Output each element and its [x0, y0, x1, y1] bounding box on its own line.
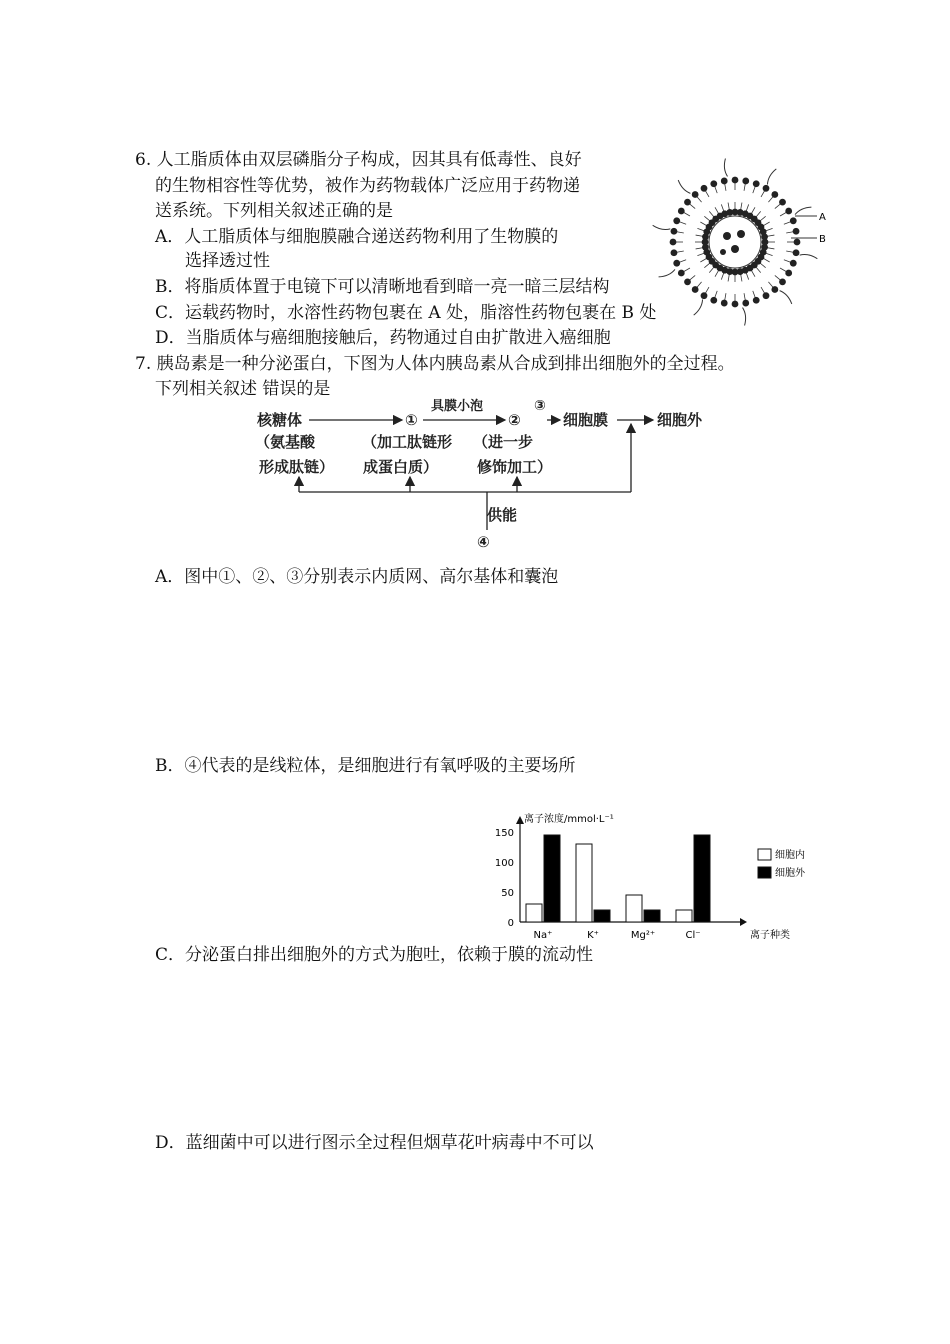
legend-swatch: [758, 867, 771, 878]
bar-inside: [676, 910, 692, 922]
peg-chain: [659, 269, 675, 276]
peg-chain: [678, 180, 690, 193]
label-b: B: [819, 234, 826, 245]
drug-dot: [737, 230, 745, 238]
legend-swatch: [758, 849, 771, 860]
lipid-head: [761, 233, 768, 240]
lipid-head: [793, 228, 800, 235]
legend-label: 细胞内: [775, 850, 805, 861]
liposome-core: [709, 216, 761, 268]
ribosome-sub1: （氨基酸: [255, 433, 316, 451]
vesicle-label: 具膜小泡: [431, 399, 484, 414]
bar-outside: [594, 910, 610, 922]
lipid-head: [790, 217, 797, 224]
x-axis-arrow: [740, 918, 747, 926]
lipid-head: [753, 297, 760, 304]
energy-label: 供能: [487, 506, 518, 524]
lipid-head: [684, 278, 691, 285]
n1-sub1: （加工肽链形: [362, 433, 453, 451]
q7-option-b: B．④代表的是线粒体，是细胞进行有氧呼吸的主要场所: [155, 756, 576, 776]
q7-option-d: D．蓝细菌中可以进行图示全过程但烟草花叶病毒中不可以: [155, 1133, 594, 1153]
drug-dot: [731, 245, 739, 253]
lipid-head: [742, 300, 749, 307]
peg-chain: [800, 254, 818, 258]
lipid-head: [710, 180, 717, 187]
lipid-head: [785, 208, 792, 215]
n2-sub1: （进一步: [473, 433, 534, 451]
lipid-head: [794, 239, 801, 246]
q6-option-a: A．人工脂质体与细胞膜融合递送药物利用了生物膜的: [155, 227, 559, 247]
lipid-head: [671, 249, 678, 256]
ion-concentration-chart: [470, 810, 825, 950]
y-tick-label: 150: [494, 828, 514, 839]
lipid-head: [732, 301, 739, 308]
q7-option-a: A．图中①、②、③分别表示内质网、高尔基体和囊泡: [155, 567, 559, 587]
q6-option-d: D．当脂质体与癌细胞接触后，药物通过自由扩散进入癌细胞: [155, 328, 611, 348]
liposome-figure: [645, 152, 830, 332]
lipid-head: [790, 260, 797, 267]
category-label: Cl⁻: [685, 930, 701, 941]
lipid-head: [670, 239, 677, 246]
q6-option-a-cont: 选择透过性: [185, 251, 270, 271]
bar-inside: [576, 844, 592, 922]
peg-chain: [780, 291, 792, 304]
category-label: Na⁺: [533, 930, 553, 941]
outside-label: 细胞外: [657, 411, 703, 429]
circle-1: ①: [405, 411, 418, 429]
q6-stem-line1: 6. 人工脂质体由双层磷脂分子构成，因其具有低毒性、良好: [135, 150, 582, 170]
q7-stem-line2: 下列相关叙述 错误的是: [155, 379, 331, 399]
lipid-head: [763, 185, 770, 192]
lipid-head: [684, 199, 691, 206]
lipid-head: [721, 300, 728, 307]
label-a: A: [819, 212, 826, 223]
q6-option-c: C．运载药物时，水溶性药物包裹在 A 处，脂溶性药物包裹在 B 处: [155, 303, 657, 323]
peg-chain: [795, 207, 811, 214]
y-axis-label: 离子浓度/mmol·L⁻¹: [524, 814, 614, 825]
q7-option-c: C．分泌蛋白排出细胞外的方式为胞吐，依赖于膜的流动性: [155, 945, 594, 965]
drug-dot: [723, 232, 731, 240]
peg-chain: [743, 308, 746, 326]
lipid-head: [779, 199, 786, 206]
circle-4: ④: [477, 533, 490, 551]
lipid-head: [763, 292, 770, 299]
bar-outside: [544, 835, 560, 922]
lipid-head: [692, 191, 699, 198]
lipid-head: [710, 297, 717, 304]
bar-inside: [526, 904, 542, 922]
lipid-head: [721, 178, 728, 185]
lipid-head: [671, 228, 678, 235]
lipid-head: [692, 286, 699, 293]
n2-sub2: 修饰加工）: [477, 458, 553, 476]
category-label: Mg²⁺: [630, 930, 656, 941]
y-tick-label: 100: [494, 858, 514, 869]
lipid-head: [673, 217, 680, 224]
y-axis-arrow: [516, 816, 524, 824]
peg-chain: [724, 159, 727, 177]
n1-sub2: 成蛋白质）: [363, 458, 439, 476]
bar-inside: [626, 895, 642, 922]
ribosome-sub2: 形成肽链）: [259, 458, 335, 476]
bar-outside: [644, 910, 660, 922]
peg-chain: [653, 225, 671, 229]
lipid-head: [732, 177, 739, 184]
peg-chain: [694, 299, 703, 315]
lipid-head: [771, 286, 778, 293]
category-label: K⁺: [587, 930, 599, 941]
lipid-head: [771, 191, 778, 198]
circle-2: ②: [508, 411, 521, 429]
y-tick-label: 50: [501, 888, 514, 899]
lipid-head: [742, 178, 749, 185]
lipid-head: [701, 292, 708, 299]
membrane-label: 细胞膜: [563, 411, 609, 429]
circle-3: ③: [534, 398, 546, 414]
lipid-head: [673, 260, 680, 267]
peg-chain: [767, 169, 776, 185]
q6-stem-line2: 的生物相容性等优势，被作为药物载体广泛应用于药物递: [155, 176, 580, 196]
lipid-head: [753, 180, 760, 187]
q7-stem-line1: 7. 胰岛素是一种分泌蛋白，下图为人体内胰岛素从合成到排出细胞外的全过程。: [135, 354, 735, 374]
lipid-head: [678, 208, 685, 215]
ribosome-label: 核糖体: [257, 411, 303, 429]
y-tick-label: 0: [507, 918, 514, 929]
secretion-flow-diagram: [255, 395, 725, 555]
lipid-head: [678, 270, 685, 277]
q6-option-b: B．将脂质体置于电镜下可以清晰地看到暗一亮一暗三层结构: [155, 277, 610, 297]
drug-dot: [720, 249, 726, 255]
q6-stem-line3: 送系统。下列相关叙述正确的是: [155, 201, 393, 221]
lipid-head: [793, 249, 800, 256]
legend-label: 细胞外: [775, 868, 805, 879]
x-axis-label: 离子种类: [750, 930, 790, 941]
bar-outside: [694, 835, 710, 922]
lipid-head: [701, 185, 708, 192]
lipid-head: [785, 270, 792, 277]
lipid-head: [779, 278, 786, 285]
